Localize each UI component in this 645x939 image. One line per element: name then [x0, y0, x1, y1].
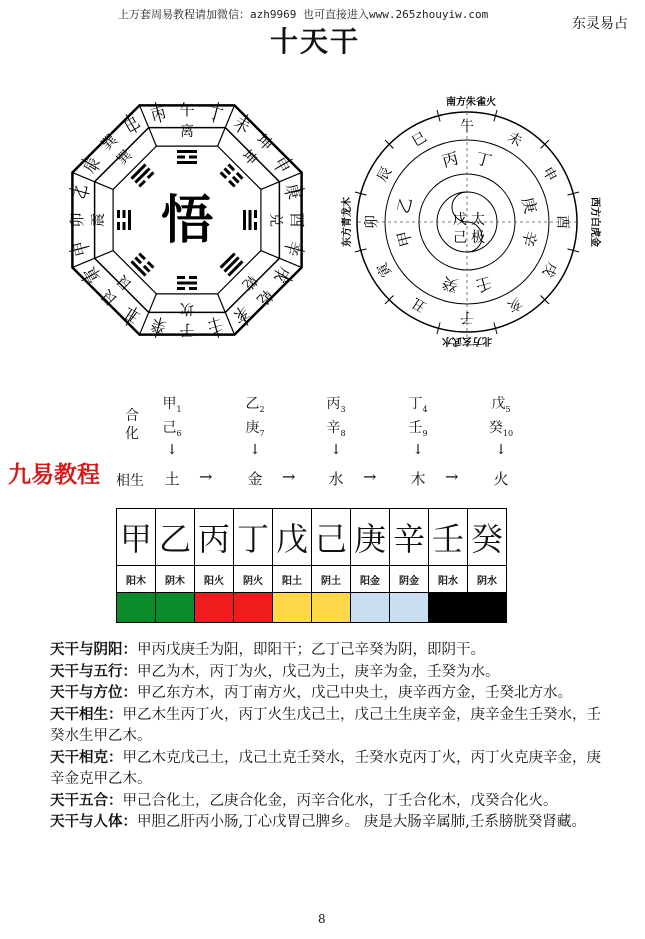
circle-branch-label: 巳 — [409, 129, 430, 151]
pair-element: 火 — [493, 470, 509, 488]
stem-color-swatch — [156, 593, 195, 623]
page-title: 十天干 — [270, 25, 361, 58]
paragraph-body: 甲乙东方木，丙丁南方火，戊己中央土，庚辛西方金，壬癸北方水。 — [137, 685, 572, 701]
pair-top-stem: 戊$_5$ — [491, 396, 511, 414]
octagon-outer-label: 甲 — [70, 238, 92, 259]
sheng-arrow: → — [363, 467, 377, 486]
bagua-octagon-diagram — [62, 95, 312, 345]
trigram-symbol — [130, 253, 154, 277]
stems-attr-row — [117, 566, 507, 593]
pair-down-arrow: ↓ — [249, 442, 261, 458]
stem-attr-cell: 阴木 — [156, 566, 195, 593]
circle-branch-label: 寅 — [374, 259, 396, 280]
octagon-outer-label: 戌 — [270, 263, 294, 287]
circle-west-label: 西方白虎金 — [589, 197, 600, 247]
circle-stem-label: 甲 — [393, 228, 416, 249]
stem-char-cell: 乙 — [156, 509, 195, 566]
octagon-outer-label: 酉 — [288, 212, 306, 228]
pair-bottom-stem: 庚$_7$ — [245, 420, 265, 438]
stems-branches-circle-diagram — [340, 92, 610, 352]
label-he: 合 — [125, 408, 139, 424]
stem-color-swatch — [117, 593, 156, 623]
octagon-trigram-name: 震 — [91, 213, 107, 227]
sheng-arrow: → — [199, 467, 213, 486]
stem-attr-cell: 阳水 — [429, 566, 468, 593]
body-paragraph — [50, 640, 608, 662]
paragraph-body: 甲乙木克戊己土，戊己土克壬癸水，壬癸水克丙丁火，丙丁火克庚辛金，庚辛金克甲乙木。 — [50, 749, 601, 787]
circle-stem-label: 壬 — [473, 273, 494, 296]
circle-rings — [355, 100, 579, 344]
body-paragraph — [50, 748, 608, 791]
octagon-trigram-name: 乾 — [238, 271, 260, 293]
stem-char-cell: 癸 — [468, 509, 507, 566]
pair-element: 土 — [164, 470, 180, 488]
trigram-symbol — [220, 253, 244, 277]
trigram-symbol — [243, 210, 257, 230]
circle-branch-label: 卯 — [364, 215, 380, 229]
stem-color-swatch — [234, 593, 273, 623]
pair-down-arrow: ↓ — [412, 442, 424, 458]
octagon-trigram-name: 巽 — [114, 147, 136, 169]
body-paragraph — [50, 662, 608, 684]
circle-stem-label: 庚 — [518, 195, 541, 216]
stem-char-cell: 戊 — [273, 509, 312, 566]
stem-char-cell: 庚 — [351, 509, 390, 566]
octagon-outer-label: 亥 — [230, 303, 254, 327]
circle-branch-label: 午 — [460, 119, 474, 135]
body-text — [50, 640, 608, 834]
stem-color-swatch — [312, 593, 351, 623]
stem-attr-cell: 阴水 — [468, 566, 507, 593]
body-paragraph — [50, 683, 608, 705]
brand-label: 东灵易占 — [572, 16, 628, 32]
sheng-arrow: → — [282, 467, 296, 486]
paragraph-heading: 天干与阴阳： — [50, 642, 137, 658]
circle-branch-label: 申 — [538, 164, 560, 185]
body-paragraph — [50, 791, 608, 813]
octagon-outer-label: 坤 — [253, 130, 277, 154]
stem-attr-cell: 阴土 — [312, 566, 351, 593]
stem-char-cell: 丁 — [234, 509, 273, 566]
pair-down-arrow: ↓ — [330, 442, 342, 458]
octagon-outer-label: 丑 — [120, 303, 144, 327]
circle-branch-label: 戌 — [538, 259, 560, 280]
octagon-outer-label: 乾 — [253, 286, 277, 310]
octagon-outer-label: 寅 — [80, 263, 104, 287]
stem-attr-cell: 阳火 — [195, 566, 234, 593]
circle-branch-label: 辰 — [374, 164, 396, 185]
stem-char-cell: 己 — [312, 509, 351, 566]
stem-attr-cell: 阴金 — [390, 566, 429, 593]
circle-stem-label: 丙 — [440, 148, 461, 171]
pair-element: 木 — [410, 470, 426, 488]
stems-table — [116, 508, 507, 623]
trigram-symbol — [130, 163, 154, 187]
stems-char-row — [117, 509, 507, 566]
circle-branch-label: 未 — [504, 129, 525, 151]
stem-attr-cell: 阳土 — [273, 566, 312, 593]
octagon-outer-label: 辰 — [80, 153, 104, 177]
octagon-trigram-name: 坤 — [238, 147, 260, 169]
stem-color-swatch — [195, 593, 234, 623]
trigram-symbol — [117, 210, 131, 230]
pair-top-stem: 丁$_4$ — [408, 396, 428, 414]
pair-bottom-stem: 癸$_{10}$ — [488, 420, 514, 438]
paragraph-heading: 天干与五行： — [50, 663, 137, 680]
octagon-outer-label: 丁 — [205, 103, 226, 125]
stem-char-cell: 甲 — [117, 509, 156, 566]
octagon-outer-label: 乙 — [70, 181, 92, 202]
pair-element: 金 — [247, 470, 263, 488]
circle-stem-label: 乙 — [393, 195, 416, 216]
octagon-outer-label: 艮 — [97, 286, 121, 310]
paragraph-body: 甲乙木生丙丁火，丙丁火生戊己土，戊己土生庚辛金，庚辛金生壬癸水，壬癸水生甲乙木。 — [50, 706, 601, 744]
octagon-outer-label: 卯 — [68, 212, 86, 228]
circle-center-wu: 戊 — [453, 212, 467, 228]
circle-branch-label: 子 — [460, 309, 474, 325]
paragraph-body: 甲己合化土，乙庚合化金，丙辛合化水，丁壬合化木，戊癸合化火。 — [122, 792, 558, 809]
pair-top-stem: 丙$_3$ — [326, 396, 346, 414]
paragraph-body: 甲丙戊庚壬为阳，即阳干；乙丁己辛癸为阴，即阴干。 — [137, 642, 485, 658]
paragraph-heading: 天干与方位： — [50, 685, 137, 701]
stem-attr-cell: 阳木 — [117, 566, 156, 593]
pair-top-stem: 甲$_1$ — [162, 396, 182, 414]
trigram-symbol — [177, 276, 197, 290]
stem-color-swatch — [390, 593, 429, 623]
octagon-center-char: 悟 — [160, 190, 214, 251]
circle-branch-label: 酉 — [554, 215, 570, 229]
pair-bottom-stem: 壬$_9$ — [408, 420, 428, 438]
stem-char-cell: 辛 — [390, 509, 429, 566]
octagon-outer-label: 癸 — [148, 315, 169, 337]
stem-color-swatch — [273, 593, 312, 623]
stem-color-swatch — [429, 593, 468, 623]
pair-bottom-stem: 己$_6$ — [162, 420, 182, 438]
octagon-trigram-name: 兑 — [267, 213, 283, 227]
pair-down-arrow: ↓ — [495, 442, 507, 458]
octagon-outer-label: 未 — [230, 113, 254, 137]
stem-char-cell: 壬 — [429, 509, 468, 566]
circle-center-ji2: 极 — [471, 230, 485, 246]
stem-color-swatch — [351, 593, 390, 623]
stem-char-cell: 丙 — [195, 509, 234, 566]
paragraph-body: 甲乙为木，丙丁为火，戊己为土，庚辛为金，壬癸为水。 — [137, 663, 500, 680]
trigram-symbol — [220, 163, 244, 187]
octagon-outer-label: 庚 — [282, 181, 304, 202]
page-number: 8 — [318, 912, 326, 926]
octagon-trigram-name: 离 — [180, 124, 194, 140]
octagon-outer-label: 丙 — [148, 103, 169, 125]
octagon-outer-label: 壬 — [205, 315, 226, 337]
label-xiangsheng: 相生 — [116, 473, 144, 489]
circle-branch-label: 亥 — [504, 293, 525, 315]
sheng-arrow: → — [445, 467, 459, 486]
circle-north-label: 北方玄武水 — [442, 335, 492, 346]
paragraph-heading: 天干与人体： — [50, 814, 137, 830]
paragraph-body: 甲胆乙肝丙小肠,丁心戊胃己脾乡。 庚是大肠辛属肺,壬系膀胱癸肾藏。 — [137, 814, 586, 830]
label-hua: 化 — [125, 426, 139, 442]
header-note: 上万套周易教程请加微信：azh9969 也可直接进入www.265zhouyiw.com — [118, 8, 489, 21]
paragraph-heading: 天干相克： — [50, 749, 123, 766]
circle-south-label: 南方朱雀火 — [446, 97, 496, 108]
pair-top-stem: 乙$_2$ — [245, 396, 265, 414]
paragraph-heading: 天干相生： — [50, 706, 123, 723]
octagon-outer-label: 巳 — [120, 113, 144, 137]
body-paragraph — [50, 705, 608, 748]
pair-down-arrow: ↓ — [166, 442, 178, 458]
octagon-trigram-name: 艮 — [114, 271, 136, 293]
pair-element: 水 — [328, 470, 344, 488]
circle-east-label: 东方青龙木 — [342, 197, 353, 247]
pair-bottom-stem: 辛$_8$ — [326, 420, 346, 438]
body-paragraph — [50, 812, 608, 834]
stem-attr-cell: 阳金 — [351, 566, 390, 593]
circle-stem-label: 癸 — [440, 273, 461, 296]
octagon-outer-label: 巽 — [97, 130, 121, 154]
octagon-trigram-name: 坎 — [180, 300, 194, 316]
circle-stem-label: 辛 — [518, 228, 541, 249]
stem-color-swatch — [468, 593, 507, 623]
circle-stem-label: 丁 — [473, 148, 494, 171]
circle-center-ji: 己 — [453, 230, 467, 246]
octagon-outer-label: 子 — [179, 321, 195, 339]
paragraph-heading: 天干五合： — [50, 792, 123, 809]
octagon-outer-label: 午 — [179, 101, 195, 119]
circle-branch-label: 丑 — [409, 293, 430, 315]
watermark-text: 九易教程 — [8, 462, 100, 488]
stem-attr-cell: 阴火 — [234, 566, 273, 593]
octagon-outer-label: 辛 — [282, 238, 304, 259]
circle-center-tai: 太 — [471, 212, 485, 228]
octagon-outer-label: 申 — [270, 153, 294, 177]
stems-color-row — [117, 593, 507, 623]
trigram-symbol — [177, 150, 197, 164]
